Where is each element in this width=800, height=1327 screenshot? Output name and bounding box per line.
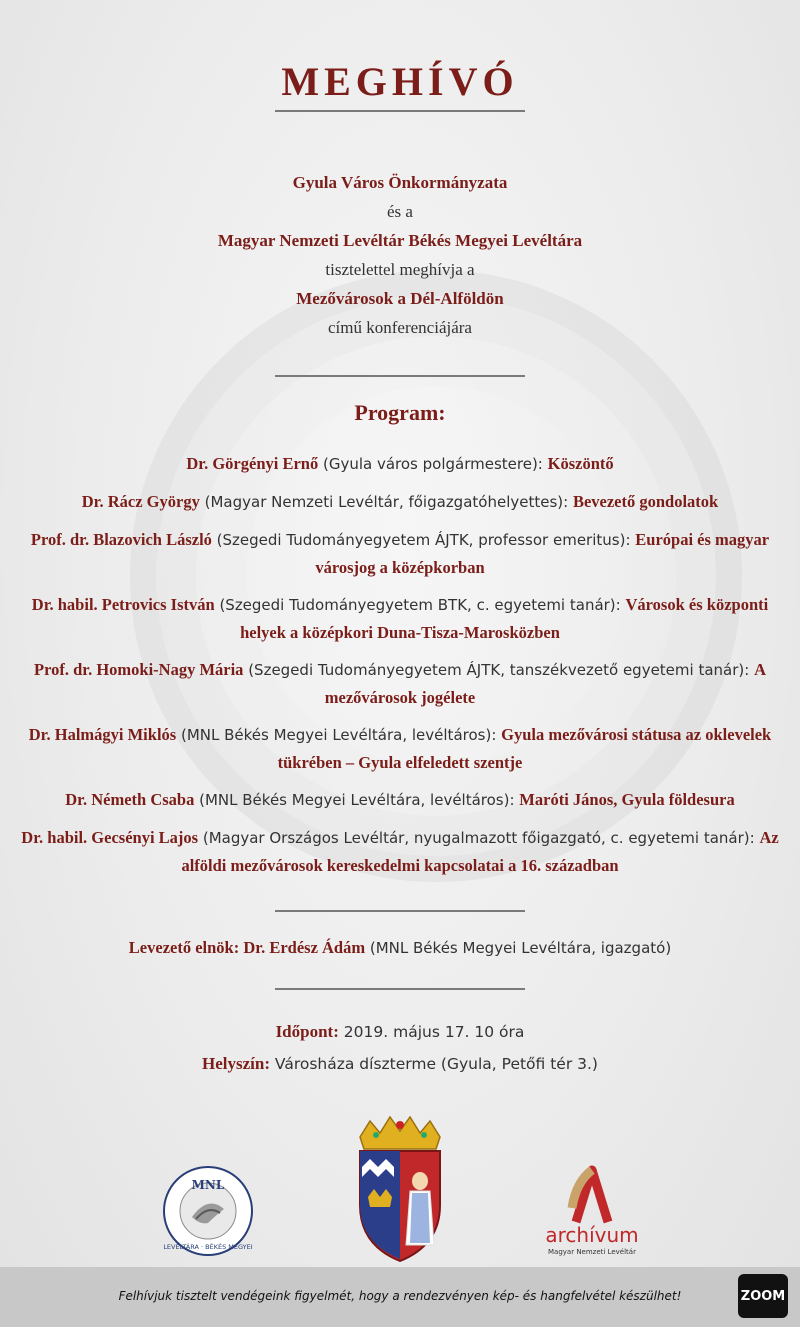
program-item — [10, 450, 790, 478]
chair-affiliation: (MNL Békés Megyei Levéltára, igazgató) — [365, 939, 672, 957]
time-line — [0, 1016, 800, 1048]
speaker-name: Dr. habil. Petrovics István — [31, 595, 215, 614]
program-item — [10, 824, 790, 879]
conjunction: és a — [387, 202, 413, 221]
talk-title: Gyula mezővárosi státusa az oklevelek tükrében – Gyula elfeledett szentje — [277, 725, 772, 772]
conference-suffix: című konferenciájára — [328, 318, 472, 337]
time-label: Időpont: — [275, 1022, 339, 1041]
program-item — [10, 526, 790, 581]
speaker-affiliation: (Szegedi Tudományegyetem ÁJTK, professor emeritus): — [211, 531, 636, 549]
section-divider — [275, 988, 525, 990]
section-divider — [275, 910, 525, 912]
speaker-name: Dr. Németh Csaba — [65, 790, 195, 809]
speaker-name: Dr. Görgényi Ernő — [186, 454, 319, 473]
talk-title: Bevezető gondolatok — [572, 492, 719, 511]
speaker-name: Dr. Halmágyi Miklós — [28, 725, 177, 744]
mnl-logo — [162, 1165, 254, 1257]
title-divider — [275, 110, 525, 112]
page-title: MEGHÍVÓ — [281, 59, 519, 104]
speaker-affiliation: (MNL Békés Megyei Levéltára, levéltáros): — [194, 791, 520, 809]
mnl-logo-ring-text: LEVÉLTÁRA · BÉKÉS MEGYEI — [163, 1243, 253, 1251]
section-divider — [275, 375, 525, 377]
invitation-intro — [0, 168, 800, 342]
footer-bar — [0, 1267, 800, 1327]
place-label: Helyszín: — [202, 1054, 270, 1073]
host-org-2: Magyar Nemzeti Levéltár Békés Megyei Levéltára — [217, 231, 583, 250]
talk-title: A mezővárosok jogélete — [324, 660, 766, 707]
speaker-affiliation: (Szegedi Tudományegyetem BTK, c. egyetemi tanár): — [214, 596, 626, 614]
archivum-subtext: Magyar Nemzeti Levéltár — [548, 1248, 636, 1256]
program-item — [10, 786, 790, 814]
speaker-name: Dr. habil. Gecsényi Lajos — [21, 828, 199, 847]
program-list — [10, 450, 790, 889]
time-value: 2019. május 17. 10 óra — [338, 1023, 525, 1041]
gyula-coat-of-arms — [346, 1115, 454, 1263]
place-value: Városháza díszterme (Gyula, Petőfi tér 3.) — [270, 1055, 598, 1073]
mnl-logo-text: MNL — [191, 1178, 225, 1192]
invite-text: tisztelettel meghívja a — [325, 260, 475, 279]
archivum-logo — [536, 1160, 648, 1260]
program-item — [10, 656, 790, 711]
speaker-affiliation: (MNL Békés Megyei Levéltára, levéltáros): — [176, 726, 502, 744]
speaker-affiliation: (Magyar Országos Levéltár, nyugalmazott főigazgató, c. egyetemi tanár): — [198, 829, 760, 847]
talk-title: Európai és magyar városjog a középkorban — [315, 530, 770, 577]
place-line — [0, 1048, 800, 1080]
program-item — [10, 591, 790, 646]
speaker-affiliation: (Szegedi Tudományegyetem ÁJTK, tanszékvezető egyetemi tanár): — [243, 661, 755, 679]
zoom-badge: ZOOM — [738, 1274, 788, 1318]
speaker-affiliation: (Magyar Nemzeti Levéltár, főigazgatóhelyettes): — [199, 493, 573, 511]
program-heading: Program: — [354, 400, 446, 425]
conference-title: Mezővárosok a Dél-Alföldön — [296, 289, 504, 308]
event-details — [0, 1016, 800, 1080]
speaker-name: Dr. Rácz György — [81, 492, 200, 511]
host-org-1: Gyula Város Önkormányzata — [292, 173, 508, 192]
talk-title: Maróti János, Gyula földesura — [519, 790, 735, 809]
program-item — [10, 721, 790, 776]
chair-label: Levezető elnök: Dr. Erdész Ádám — [128, 938, 366, 957]
talk-title: Az alföldi mezővárosok kereskedelmi kapcsolatai a 16. században — [181, 828, 779, 875]
talk-title: Köszöntő — [547, 454, 614, 473]
program-item — [10, 488, 790, 516]
archivum-text: archívum — [545, 1223, 639, 1247]
recording-notice: Felhívjuk tisztelt vendégeink figyelmét, hogy a rendezvényen kép- és hangfelvétel készülhet! — [118, 1289, 682, 1303]
speaker-name: Prof. dr. Homoki-Nagy Mária — [33, 660, 244, 679]
speaker-name: Prof. dr. Blazovich László — [30, 530, 212, 549]
chair-line — [0, 938, 800, 958]
speaker-affiliation: (Gyula város polgármestere): — [318, 455, 548, 473]
talk-title: Városok és központi helyek a középkori Duna-Tisza-Marosközben — [240, 595, 769, 642]
